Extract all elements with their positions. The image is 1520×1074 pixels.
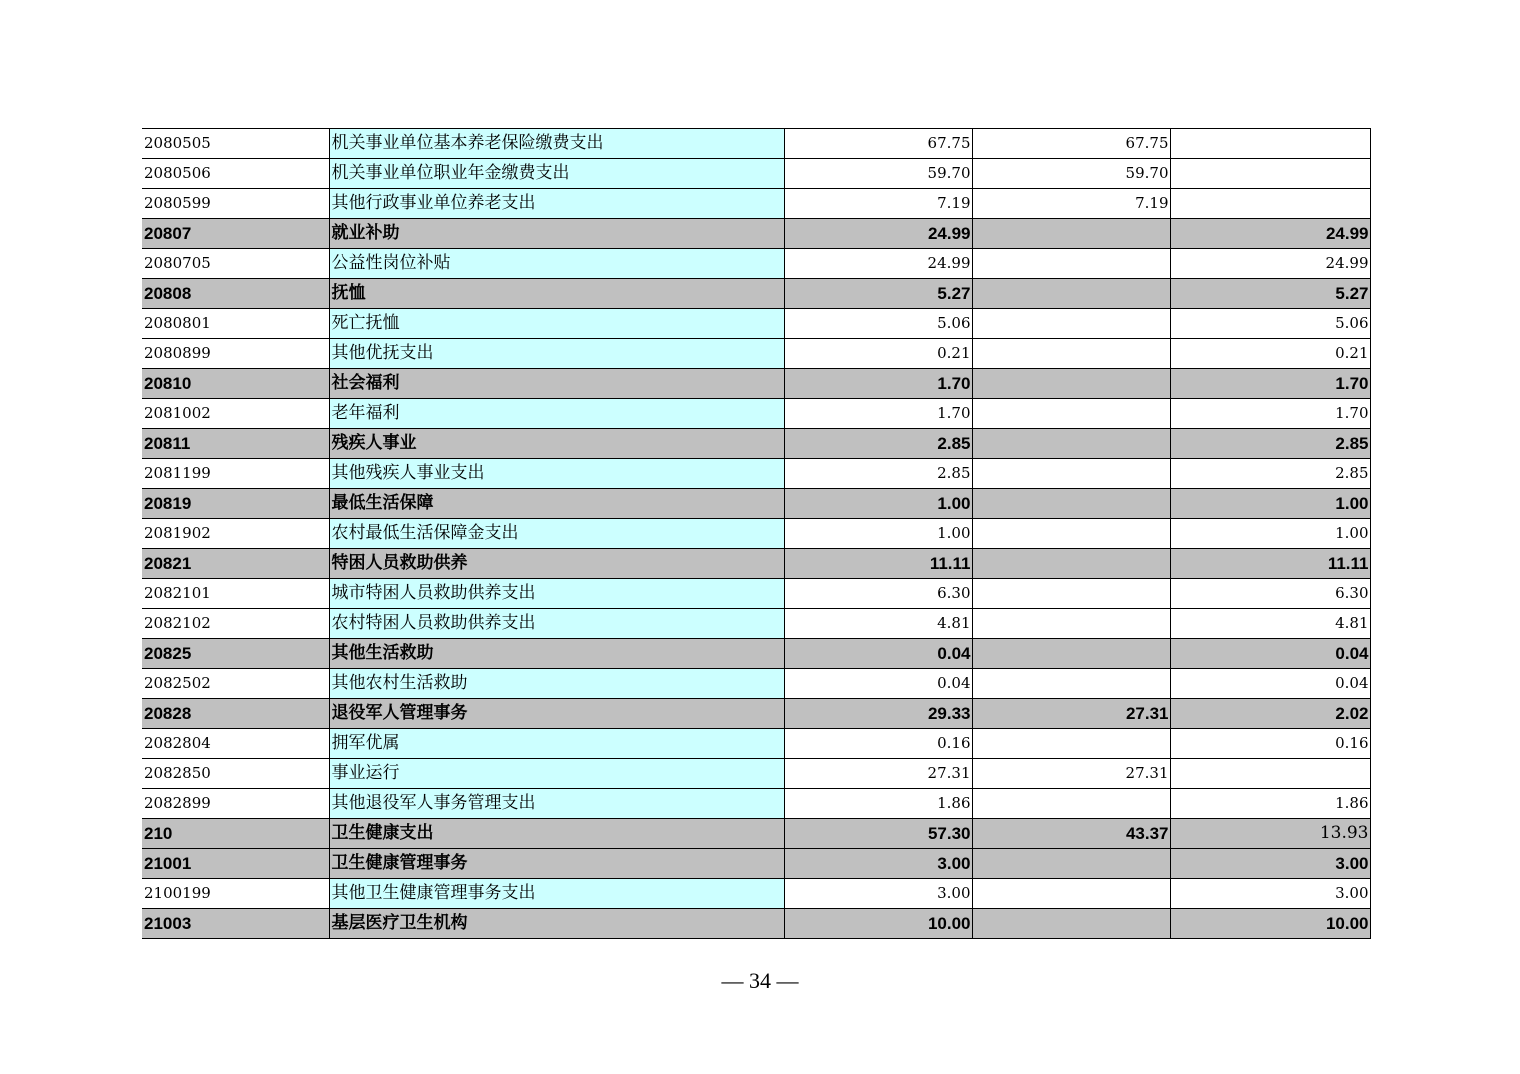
subject-name-cell: 就业补助 xyxy=(329,219,784,249)
subject-code-cell: 20825 xyxy=(142,639,329,669)
category-row xyxy=(142,819,1370,849)
table-body xyxy=(142,129,1370,939)
category-row xyxy=(142,489,1370,519)
basic-expenditure-cell xyxy=(972,279,1170,309)
total-amount-cell: 5.27 xyxy=(784,279,972,309)
total-amount-cell: 59.70 xyxy=(784,159,972,189)
subject-name-cell: 机关事业单位职业年金缴费支出 xyxy=(329,159,784,189)
subject-code-cell: 2081902 xyxy=(142,519,329,549)
project-expenditure-cell: 5.06 xyxy=(1170,309,1370,339)
subject-code-cell: 2080705 xyxy=(142,249,329,279)
detail-row xyxy=(142,129,1370,159)
project-expenditure-cell: 2.85 xyxy=(1170,429,1370,459)
category-row xyxy=(142,429,1370,459)
category-row xyxy=(142,699,1370,729)
total-amount-cell: 2.85 xyxy=(784,429,972,459)
total-amount-cell: 27.31 xyxy=(784,759,972,789)
project-expenditure-cell: 6.30 xyxy=(1170,579,1370,609)
basic-expenditure-cell xyxy=(972,789,1170,819)
detail-row xyxy=(142,309,1370,339)
detail-row xyxy=(142,879,1370,909)
total-amount-cell: 10.00 xyxy=(784,909,972,939)
total-amount-cell: 4.81 xyxy=(784,609,972,639)
detail-row xyxy=(142,399,1370,429)
total-amount-cell: 67.75 xyxy=(784,129,972,159)
subject-code-cell: 2082101 xyxy=(142,579,329,609)
subject-code-cell: 210 xyxy=(142,819,329,849)
basic-expenditure-cell xyxy=(972,609,1170,639)
page-number: — 34 — xyxy=(721,968,799,993)
project-expenditure-cell xyxy=(1170,129,1370,159)
basic-expenditure-cell: 27.31 xyxy=(972,699,1170,729)
detail-row xyxy=(142,159,1370,189)
total-amount-cell: 1.00 xyxy=(784,489,972,519)
category-row xyxy=(142,369,1370,399)
subject-name-cell: 抚恤 xyxy=(329,279,784,309)
subject-code-cell: 2080506 xyxy=(142,159,329,189)
category-row xyxy=(142,279,1370,309)
basic-expenditure-cell: 43.37 xyxy=(972,819,1170,849)
basic-expenditure-cell: 67.75 xyxy=(972,129,1170,159)
subject-code-cell: 2080801 xyxy=(142,309,329,339)
subject-code-cell: 21001 xyxy=(142,849,329,879)
detail-row xyxy=(142,789,1370,819)
project-expenditure-cell xyxy=(1170,759,1370,789)
subject-name-cell: 死亡抚恤 xyxy=(329,309,784,339)
subject-code-cell: 20821 xyxy=(142,549,329,579)
detail-row xyxy=(142,459,1370,489)
basic-expenditure-cell xyxy=(972,429,1170,459)
subject-name-cell: 最低生活保障 xyxy=(329,489,784,519)
basic-expenditure-cell: 7.19 xyxy=(972,189,1170,219)
subject-name-cell: 机关事业单位基本养老保险缴费支出 xyxy=(329,129,784,159)
total-amount-cell: 1.86 xyxy=(784,789,972,819)
project-expenditure-cell: 1.70 xyxy=(1170,369,1370,399)
total-amount-cell: 0.21 xyxy=(784,339,972,369)
subject-code-cell: 20810 xyxy=(142,369,329,399)
subject-code-cell: 2080599 xyxy=(142,189,329,219)
subject-name-cell: 城市特困人员救助供养支出 xyxy=(329,579,784,609)
project-expenditure-cell: 3.00 xyxy=(1170,879,1370,909)
project-expenditure-cell: 1.00 xyxy=(1170,489,1370,519)
subject-name-cell: 其他卫生健康管理事务支出 xyxy=(329,879,784,909)
total-amount-cell: 2.85 xyxy=(784,459,972,489)
total-amount-cell: 0.16 xyxy=(784,729,972,759)
detail-row xyxy=(142,249,1370,279)
project-expenditure-cell: 24.99 xyxy=(1170,219,1370,249)
subject-code-cell: 2080505 xyxy=(142,129,329,159)
category-row xyxy=(142,219,1370,249)
total-amount-cell: 29.33 xyxy=(784,699,972,729)
subject-name-cell: 拥军优属 xyxy=(329,729,784,759)
subject-name-cell: 残疾人事业 xyxy=(329,429,784,459)
subject-code-cell: 2082804 xyxy=(142,729,329,759)
subject-name-cell: 社会福利 xyxy=(329,369,784,399)
project-expenditure-cell: 3.00 xyxy=(1170,849,1370,879)
subject-code-cell: 2082899 xyxy=(142,789,329,819)
total-amount-cell: 57.30 xyxy=(784,819,972,849)
subject-name-cell: 老年福利 xyxy=(329,399,784,429)
total-amount-cell: 24.99 xyxy=(784,219,972,249)
total-amount-cell: 6.30 xyxy=(784,579,972,609)
project-expenditure-cell: 4.81 xyxy=(1170,609,1370,639)
basic-expenditure-cell xyxy=(972,729,1170,759)
basic-expenditure-cell xyxy=(972,909,1170,939)
basic-expenditure-cell xyxy=(972,519,1170,549)
subject-code-cell: 2081199 xyxy=(142,459,329,489)
subject-code-cell: 20808 xyxy=(142,279,329,309)
subject-name-cell: 公益性岗位补贴 xyxy=(329,249,784,279)
basic-expenditure-cell xyxy=(972,849,1170,879)
project-expenditure-cell: 10.00 xyxy=(1170,909,1370,939)
detail-row xyxy=(142,759,1370,789)
subject-name-cell: 农村最低生活保障金支出 xyxy=(329,519,784,549)
subject-name-cell: 其他优抚支出 xyxy=(329,339,784,369)
subject-code-cell: 2082850 xyxy=(142,759,329,789)
total-amount-cell: 0.04 xyxy=(784,639,972,669)
basic-expenditure-cell xyxy=(972,309,1170,339)
subject-code-cell: 20828 xyxy=(142,699,329,729)
subject-code-cell: 2082502 xyxy=(142,669,329,699)
basic-expenditure-cell xyxy=(972,879,1170,909)
project-expenditure-cell: 5.27 xyxy=(1170,279,1370,309)
basic-expenditure-cell xyxy=(972,489,1170,519)
total-amount-cell: 24.99 xyxy=(784,249,972,279)
basic-expenditure-cell xyxy=(972,639,1170,669)
detail-row xyxy=(142,189,1370,219)
total-amount-cell: 1.70 xyxy=(784,399,972,429)
project-expenditure-cell: 2.85 xyxy=(1170,459,1370,489)
project-expenditure-cell: 0.16 xyxy=(1170,729,1370,759)
total-amount-cell: 1.70 xyxy=(784,369,972,399)
detail-row xyxy=(142,339,1370,369)
basic-expenditure-cell xyxy=(972,369,1170,399)
basic-expenditure-cell xyxy=(972,399,1170,429)
subject-code-cell: 20819 xyxy=(142,489,329,519)
detail-row xyxy=(142,669,1370,699)
detail-row xyxy=(142,579,1370,609)
subject-name-cell: 农村特困人员救助供养支出 xyxy=(329,609,784,639)
subject-name-cell: 特困人员救助供养 xyxy=(329,549,784,579)
basic-expenditure-cell xyxy=(972,219,1170,249)
subject-name-cell: 其他农村生活救助 xyxy=(329,669,784,699)
subject-name-cell: 退役军人管理事务 xyxy=(329,699,784,729)
basic-expenditure-cell xyxy=(972,249,1170,279)
project-expenditure-cell: 0.04 xyxy=(1170,639,1370,669)
basic-expenditure-cell xyxy=(972,459,1170,489)
detail-row xyxy=(142,519,1370,549)
basic-expenditure-cell: 27.31 xyxy=(972,759,1170,789)
subject-code-cell: 2100199 xyxy=(142,879,329,909)
category-row xyxy=(142,639,1370,669)
subject-code-cell: 20811 xyxy=(142,429,329,459)
subject-code-cell: 2082102 xyxy=(142,609,329,639)
total-amount-cell: 3.00 xyxy=(784,879,972,909)
subject-name-cell: 事业运行 xyxy=(329,759,784,789)
project-expenditure-cell: 1.00 xyxy=(1170,519,1370,549)
basic-expenditure-cell xyxy=(972,579,1170,609)
detail-row xyxy=(142,729,1370,759)
category-row xyxy=(142,909,1370,939)
project-expenditure-cell: 0.21 xyxy=(1170,339,1370,369)
detail-row xyxy=(142,609,1370,639)
subject-name-cell: 基层医疗卫生机构 xyxy=(329,909,784,939)
basic-expenditure-cell xyxy=(972,339,1170,369)
total-amount-cell: 5.06 xyxy=(784,309,972,339)
subject-code-cell: 2080899 xyxy=(142,339,329,369)
budget-expenditure-table xyxy=(142,128,1371,939)
subject-name-cell: 其他残疾人事业支出 xyxy=(329,459,784,489)
subject-name-cell: 卫生健康管理事务 xyxy=(329,849,784,879)
total-amount-cell: 1.00 xyxy=(784,519,972,549)
project-expenditure-cell: 2.02 xyxy=(1170,699,1370,729)
project-expenditure-cell: 11.11 xyxy=(1170,549,1370,579)
total-amount-cell: 7.19 xyxy=(784,189,972,219)
total-amount-cell: 0.04 xyxy=(784,669,972,699)
project-expenditure-cell: 1.86 xyxy=(1170,789,1370,819)
basic-expenditure-cell xyxy=(972,549,1170,579)
project-expenditure-cell xyxy=(1170,159,1370,189)
subject-code-cell: 2081002 xyxy=(142,399,329,429)
project-expenditure-cell: 0.04 xyxy=(1170,669,1370,699)
total-amount-cell: 3.00 xyxy=(784,849,972,879)
category-row xyxy=(142,849,1370,879)
subject-name-cell: 其他行政事业单位养老支出 xyxy=(329,189,784,219)
total-amount-cell: 11.11 xyxy=(784,549,972,579)
project-expenditure-cell: 13.93 xyxy=(1170,819,1370,849)
basic-expenditure-cell: 59.70 xyxy=(972,159,1170,189)
subject-name-cell: 其他退役军人事务管理支出 xyxy=(329,789,784,819)
subject-code-cell: 20807 xyxy=(142,219,329,249)
subject-name-cell: 其他生活救助 xyxy=(329,639,784,669)
subject-code-cell: 21003 xyxy=(142,909,329,939)
project-expenditure-cell xyxy=(1170,189,1370,219)
category-row xyxy=(142,549,1370,579)
project-expenditure-cell: 1.70 xyxy=(1170,399,1370,429)
project-expenditure-cell: 24.99 xyxy=(1170,249,1370,279)
basic-expenditure-cell xyxy=(972,669,1170,699)
subject-name-cell: 卫生健康支出 xyxy=(329,819,784,849)
